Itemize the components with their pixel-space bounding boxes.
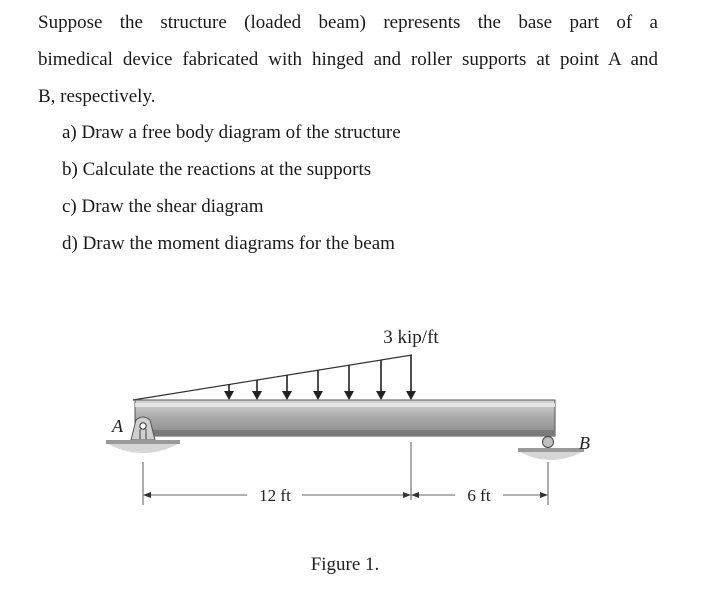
support-b-label: B xyxy=(579,433,590,453)
intro-line-3: B, respectively. xyxy=(38,86,156,107)
load-arrow-head xyxy=(376,391,386,400)
roller-support-b xyxy=(518,437,584,461)
load-arrow-head xyxy=(313,391,323,400)
load-arrow-head xyxy=(406,391,416,400)
load-arrow-head xyxy=(344,391,354,400)
intro-line-1: Suppose the structure (loaded beam) represents the base part of a xyxy=(38,12,658,33)
task-a: a) Draw a free body diagram of the structure xyxy=(62,122,401,143)
load-arrow-head xyxy=(224,391,234,400)
dimension-left-label: 12 ft xyxy=(259,486,291,505)
load-label: 3 kip/ft xyxy=(383,327,439,348)
load-envelope xyxy=(133,355,412,400)
intro-line-2: bimedical device fabricated with hinged and roller supports at point A and xyxy=(38,49,658,70)
dimension-right-label: 6 ft xyxy=(467,486,491,505)
figure-caption: Figure 1. xyxy=(310,554,380,575)
task-d: d) Draw the moment diagrams for the beam xyxy=(62,233,395,254)
load-arrows xyxy=(224,355,416,400)
load-arrow-head xyxy=(252,391,262,400)
task-b: b) Calculate the reactions at the supports xyxy=(62,159,372,180)
support-a-label: A xyxy=(112,416,123,436)
task-c: c) Draw the shear diagram xyxy=(62,196,264,217)
load-arrow-head xyxy=(282,391,292,400)
beam xyxy=(135,400,555,436)
